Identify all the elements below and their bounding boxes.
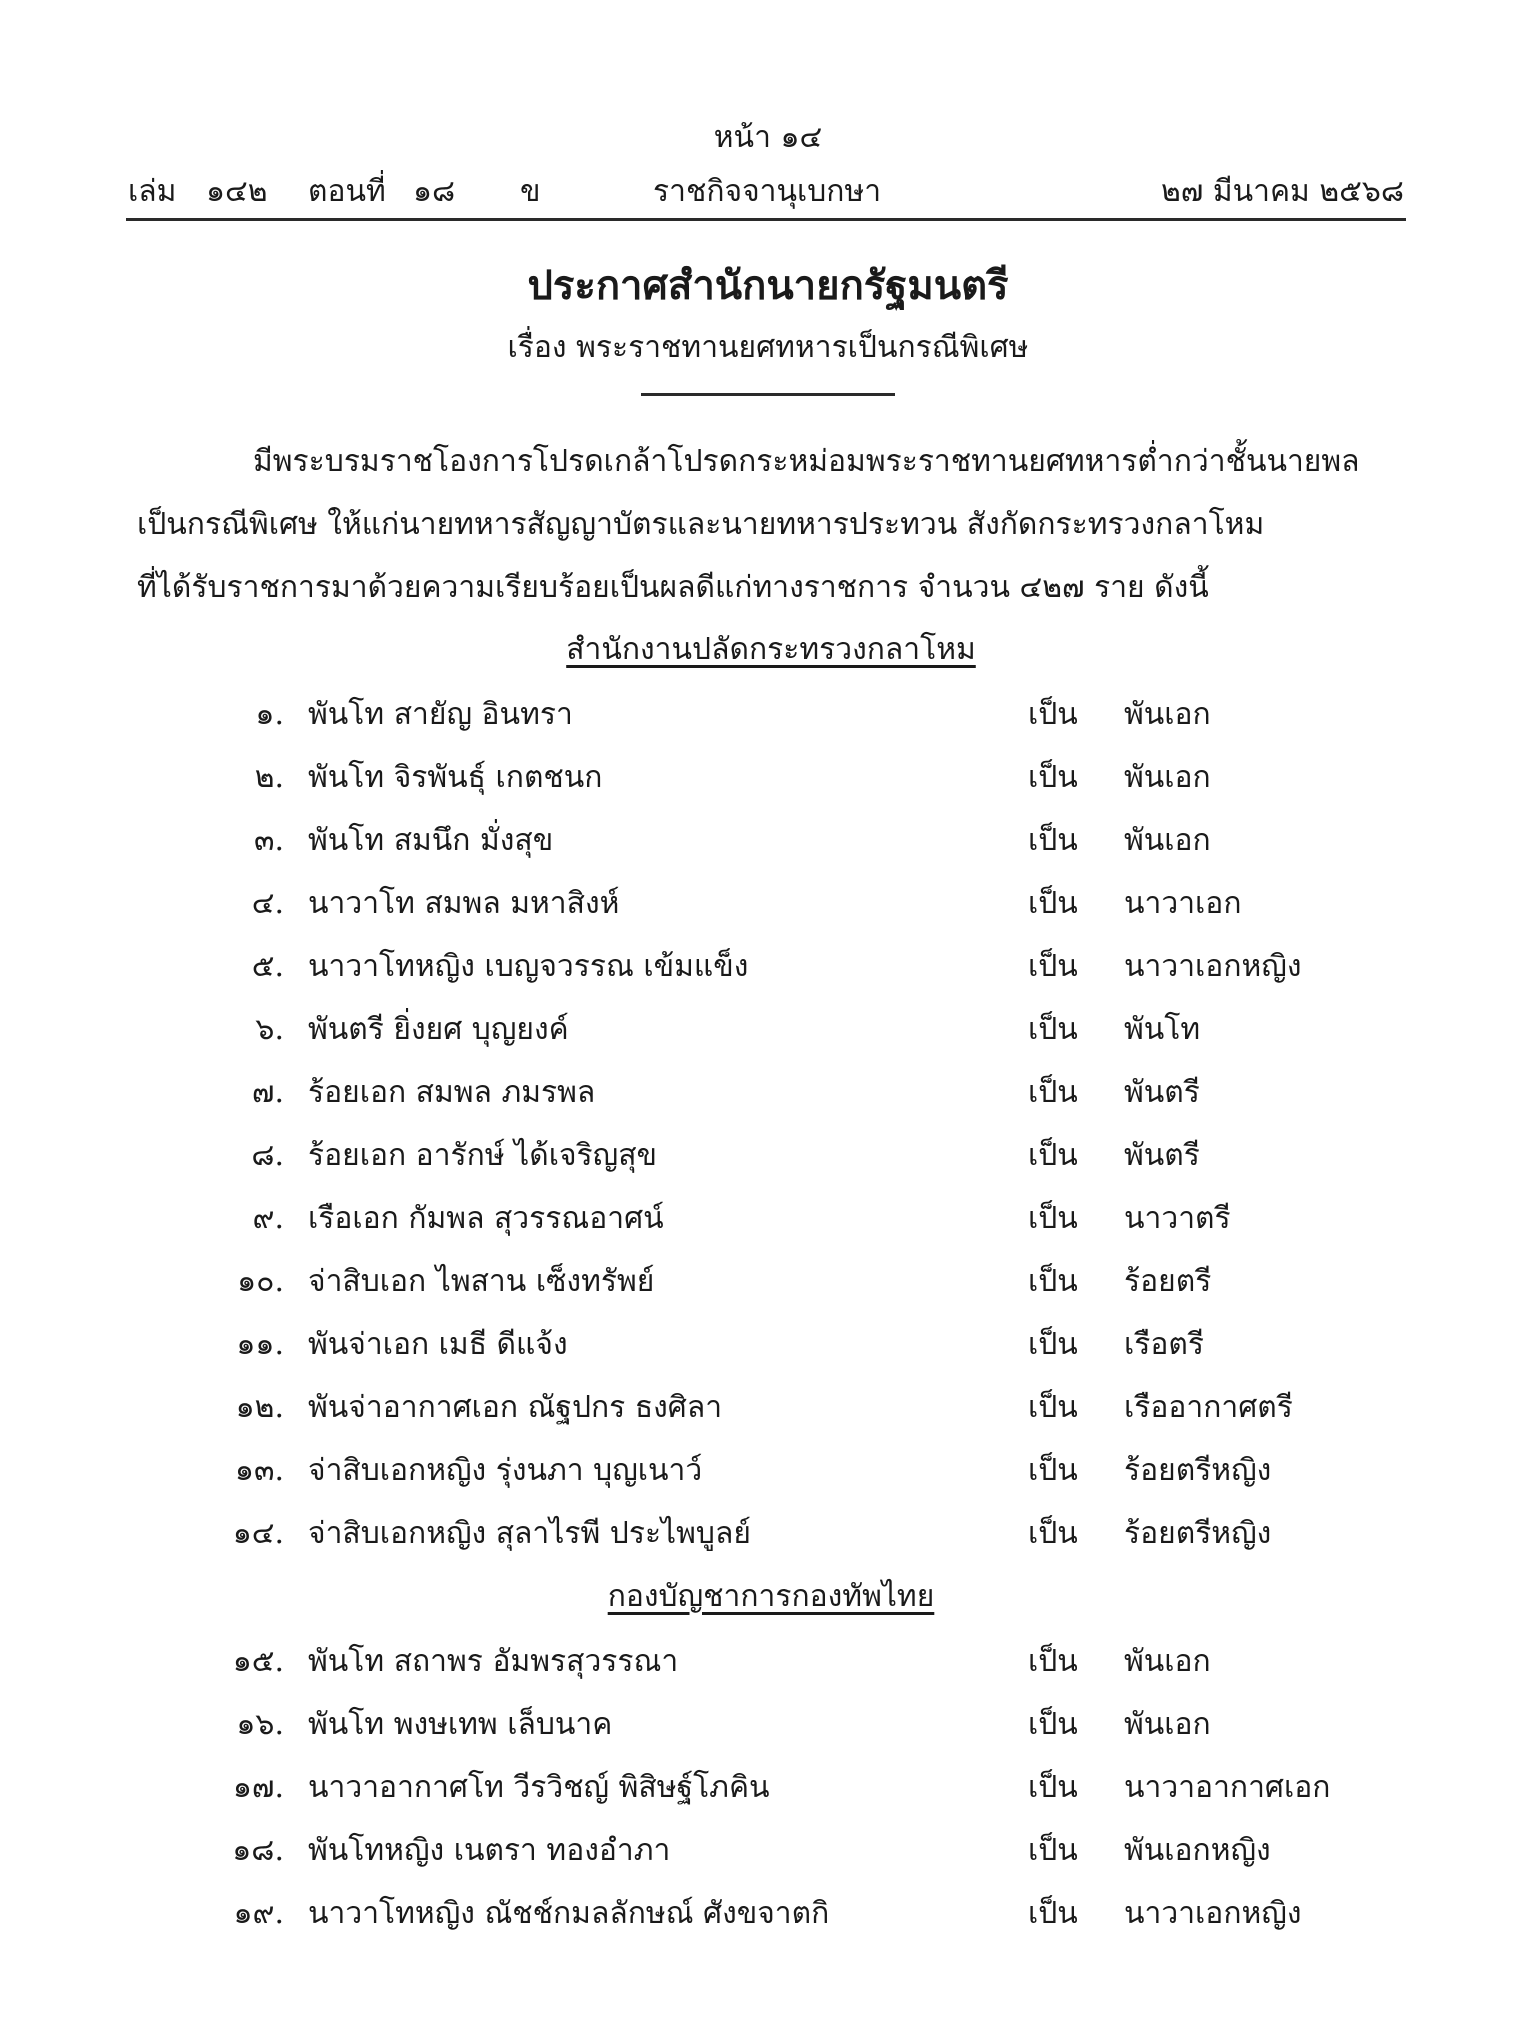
entry-new-rank: นาวาอากาศเอก (1124, 1770, 1331, 1805)
entry-number: ๑๒. (235, 1390, 284, 1425)
header-divider (126, 218, 1406, 221)
gazette-date: ๒๗ มีนาคม ๒๕๖๘ (1160, 174, 1404, 209)
entry-number: ๑๖. (236, 1707, 284, 1742)
list-item (0, 693, 1536, 737)
entry-number: ๑๙. (233, 1896, 284, 1931)
entry-as: เป็น (1028, 1138, 1078, 1173)
list-item (0, 1386, 1536, 1430)
section-number: ๑๘ (413, 174, 456, 209)
announcement-subject: เรื่อง พระราชทานยศทหารเป็นกรณีพิเศษ (507, 330, 1029, 365)
entry-name: นาวาโทหญิง ณัชช์กมลลักษณ์ ศังขจาตกิ (308, 1896, 830, 1931)
entry-number: ๗. (251, 1075, 284, 1110)
entry-number: ๒. (254, 760, 284, 795)
entry-name: จ่าสิบเอกหญิง สุลาไรพี ประไพบูลย์ (308, 1516, 751, 1551)
entry-name: พันจ่าอากาศเอก ณัฐปกร ธงศิลา (308, 1390, 723, 1425)
entry-new-rank: นาวาเอกหญิง (1124, 949, 1302, 984)
entry-new-rank: เรือตรี (1124, 1327, 1204, 1362)
entry-new-rank: พันโท (1124, 1012, 1201, 1047)
list-item (0, 1703, 1536, 1747)
entry-name: จ่าสิบเอกหญิง รุ่งนภา บุญเนาว์ (308, 1453, 703, 1488)
entry-as: เป็น (1028, 1453, 1078, 1488)
entry-as: เป็น (1028, 1201, 1078, 1236)
entry-as: เป็น (1028, 1770, 1078, 1805)
list-item (0, 1197, 1536, 1241)
entry-as: เป็น (1028, 1896, 1078, 1931)
section-heading-defence-office: สำนักงานปลัดกระทรวงกลาโหม (566, 632, 976, 667)
entry-name: เรือเอก กัมพล สุวรรณอาศน์ (308, 1201, 664, 1236)
entry-new-rank: นาวาตรี (1124, 1201, 1231, 1236)
entry-number: ๑๓. (234, 1453, 284, 1488)
list-item (0, 1829, 1536, 1873)
entry-new-rank: ร้อยตรี (1124, 1264, 1212, 1299)
list-item (0, 756, 1536, 800)
entry-name: พันโท จิรพันธุ์ เกตชนก (308, 760, 603, 795)
volume-number: ๑๔๒ (206, 174, 268, 209)
entry-new-rank: พันเอก (1124, 1644, 1211, 1679)
gazette-header-row (128, 170, 1404, 214)
entry-name: นาวาโท สมพล มหาสิงห์ (308, 886, 620, 921)
entry-as: เป็น (1028, 1833, 1078, 1868)
entry-as: เป็น (1028, 1707, 1078, 1742)
entry-name: ร้อยเอก สมพล ภมรพล (308, 1075, 596, 1110)
entry-name: พันโท สถาพร อัมพรสุวรรณา (308, 1644, 679, 1679)
entry-as: เป็น (1028, 1264, 1078, 1299)
entry-number: ๙. (252, 1201, 284, 1236)
entry-new-rank: พันตรี (1124, 1138, 1200, 1173)
list-item (0, 1512, 1536, 1556)
entry-new-rank: พันเอก (1124, 760, 1211, 795)
entry-new-rank: ร้อยตรีหญิง (1124, 1516, 1272, 1551)
entry-number: ๓. (253, 823, 284, 858)
entry-as: เป็น (1028, 1390, 1078, 1425)
entry-name: พันโท สมนึก มั่งสุข (308, 823, 554, 858)
entry-new-rank: นาวาเอกหญิง (1124, 1896, 1302, 1931)
entry-name: พันตรี ยิ่งยศ บุญยงค์ (308, 1012, 569, 1047)
list-item (0, 882, 1536, 926)
entry-number: ๔. (251, 886, 284, 921)
entry-name: พันโท สายัญ อินทรา (308, 697, 573, 732)
list-item (0, 1892, 1536, 1936)
list-item (0, 1449, 1536, 1493)
entry-name: พันโทหญิง เนตรา ทองอำภา (308, 1833, 671, 1868)
entry-name: ร้อยเอก อารักษ์ ได้เจริญสุข (308, 1138, 658, 1173)
list-item (0, 1134, 1536, 1178)
entry-number: ๘. (251, 1138, 284, 1173)
announcement-title: ประกาศสำนักนายกรัฐมนตรี (527, 262, 1009, 309)
entry-as: เป็น (1028, 760, 1078, 795)
entry-as: เป็น (1028, 823, 1078, 858)
entry-number: ๑๔. (232, 1516, 284, 1551)
entry-new-rank: พันเอก (1124, 823, 1211, 858)
entry-as: เป็น (1028, 949, 1078, 984)
section-part: ข (520, 174, 541, 209)
list-item (0, 1071, 1536, 1115)
list-item (0, 819, 1536, 863)
intro-line-1: มีพระบรมราชโองการโปรดเกล้าโปรดกระหม่อมพระราชทานยศทหารต่ำกว่าชั้นนายพล (253, 444, 1360, 479)
entry-new-rank: พันเอก (1124, 697, 1211, 732)
section-heading-armed-forces-hq: กองบัญชาการกองทัพไทย (607, 1579, 935, 1614)
volume-label: เล่ม (128, 174, 177, 209)
entry-number: ๑๘. (232, 1833, 284, 1868)
entry-name: นาวาโทหญิง เบญจวรรณ เข้มแข็ง (308, 949, 749, 984)
entry-number: ๑๑. (236, 1327, 284, 1362)
entry-number: ๑. (255, 697, 284, 732)
subject-divider (641, 393, 895, 396)
entry-as: เป็น (1028, 697, 1078, 732)
entry-as: เป็น (1028, 886, 1078, 921)
entry-as: เป็น (1028, 1327, 1078, 1362)
entry-number: ๑๐. (237, 1264, 284, 1299)
entry-new-rank: พันตรี (1124, 1075, 1200, 1110)
list-item (0, 1323, 1536, 1367)
gazette-name: ราชกิจจานุเบกษา (653, 174, 882, 209)
list-item (0, 1008, 1536, 1052)
entry-name: นาวาอากาศโท วีรวิชญ์ พิสิษฐ์โภคิน (308, 1770, 770, 1805)
entry-name: พันโท พงษเทพ เล็บนาค (308, 1707, 613, 1742)
section-label: ตอนที่ (308, 174, 386, 209)
list-item (0, 1766, 1536, 1810)
entry-new-rank: พันเอกหญิง (1124, 1833, 1271, 1868)
list-item (0, 1640, 1536, 1684)
entry-new-rank: เรืออากาศตรี (1124, 1390, 1293, 1425)
entry-number: ๖. (255, 1012, 284, 1047)
page-number: หน้า ๑๔ (713, 120, 823, 155)
entry-new-rank: นาวาเอก (1124, 886, 1242, 921)
entry-name: จ่าสิบเอก ไพสาน เซ็งทรัพย์ (308, 1264, 655, 1299)
list-item (0, 1260, 1536, 1304)
entry-as: เป็น (1028, 1516, 1078, 1551)
entry-as: เป็น (1028, 1075, 1078, 1110)
intro-line-3: ที่ได้รับราชการมาด้วยความเรียบร้อยเป็นผลดีแก่ทางราชการ จำนวน ๔๒๗ ราย ดังนี้ (137, 570, 1209, 605)
entry-number: ๑๕. (232, 1644, 284, 1679)
entry-number: ๑๗. (232, 1770, 284, 1805)
entry-new-rank: ร้อยตรีหญิง (1124, 1453, 1272, 1488)
entry-name: พันจ่าเอก เมธี ดีแจ้ง (308, 1327, 568, 1362)
intro-line-2: เป็นกรณีพิเศษ ให้แก่นายทหารสัญญาบัตรและนายทหารประทวน สังกัดกระทรวงกลาโหม (137, 507, 1265, 542)
entry-as: เป็น (1028, 1644, 1078, 1679)
entry-new-rank: พันเอก (1124, 1707, 1211, 1742)
entry-as: เป็น (1028, 1012, 1078, 1047)
list-item (0, 945, 1536, 989)
entry-number: ๕. (251, 949, 284, 984)
